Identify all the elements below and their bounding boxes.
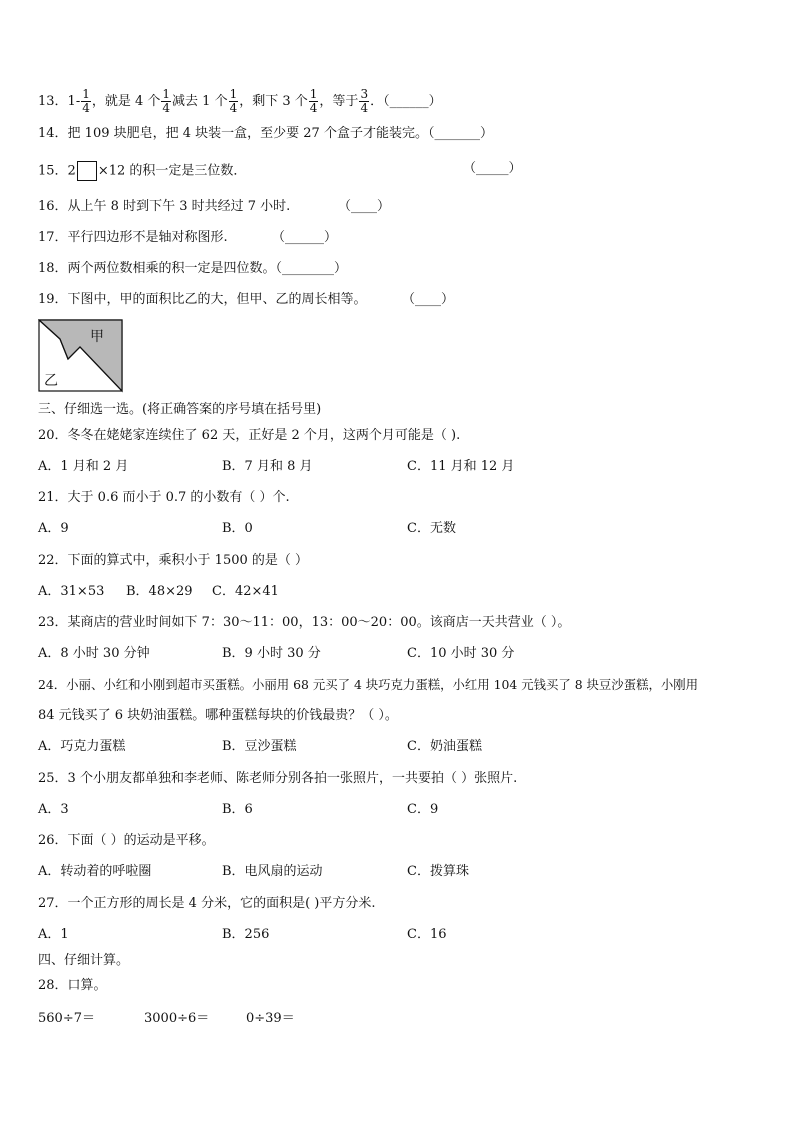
- question-24-line-2: 84 元钱买了 6 块奶油蛋糕。哪种蛋糕每块的价钱最贵？（ ）。: [38, 708, 398, 723]
- question-13: 13．1- $\frac{1}{4}$ ，就是 4 个 $\frac{1}{4}$ 减去 1 个 $\frac{1}{4}$ ，剩下 3 个 $\frac{1}{4}$ ，等于 $\frac{3}{4}$ ．（______）: [38, 87, 442, 115]
- q26-option-a[interactable]: A．转动着的呼啦圈: [38, 864, 152, 879]
- fraction: $\frac{1}{4}$: [229, 87, 238, 115]
- fraction: $\frac{3}{4}$: [360, 87, 369, 115]
- q21-option-b[interactable]: B．0: [222, 521, 253, 536]
- question-20: 20．冬冬在姥姥家连续住了 62 天，正好是 2 个月，这两个月可能是（ ).: [38, 428, 461, 443]
- question-15-blank[interactable]: （_____）: [463, 161, 522, 176]
- question-28: 28．口算。: [38, 978, 107, 993]
- q24-option-a[interactable]: A．巧克力蛋糕: [38, 739, 126, 754]
- fraction: $\frac{1}{4}$: [162, 87, 171, 115]
- question-16: 16．从上午 8 时到下午 3 时共经过 7 小时.: [38, 199, 291, 214]
- q25-option-b[interactable]: B．6: [222, 802, 253, 817]
- q24-option-b[interactable]: B．豆沙蛋糕: [222, 739, 297, 754]
- q20-option-a[interactable]: A．1 月和 2 月: [38, 459, 129, 474]
- question-25: 25．3 个小朋友都单独和李老师、陈老师分别各拍一张照片，一共要拍（ ）张照片.: [38, 771, 518, 786]
- q23-option-b[interactable]: B．9 小时 30 分: [222, 646, 321, 661]
- section-4-title: 四、仔细计算。: [38, 953, 130, 968]
- q23-option-a[interactable]: A．8 小时 30 分钟: [38, 646, 150, 661]
- area-perimeter-figure: [38, 319, 124, 393]
- label-jia: 甲: [90, 329, 104, 345]
- q23-option-c[interactable]: C．10 小时 30 分: [407, 646, 515, 661]
- question-24-line-1: 24．小丽、小红和小刚到超市买蛋糕。小丽用 68 元买了 4 块巧克力蛋糕，小红用 104 元钱买了 8 块豆沙蛋糕，小刚用: [38, 677, 699, 692]
- q21-option-a[interactable]: A．9: [38, 521, 69, 536]
- q25-option-a[interactable]: A．3: [38, 802, 69, 817]
- section-3-title: 三、仔细选一选。(将正确答案的序号填在括号里): [38, 402, 322, 417]
- question-26: 26．下面（ ）的运动是平移。: [38, 833, 215, 848]
- question-21: 21．大于 0.6 而小于 0.7 的小数有（ ）个.: [38, 490, 290, 505]
- question-27: 27．一个正方形的周长是 4 分米，它的面积是( )平方分米.: [38, 896, 376, 911]
- q24-option-c[interactable]: C．奶油蛋糕: [407, 739, 482, 754]
- calc-item-2[interactable]: 3000÷6＝: [144, 1011, 210, 1026]
- q27-option-c[interactable]: C．16: [407, 927, 447, 942]
- calc-item-3[interactable]: 0÷39＝: [246, 1011, 295, 1026]
- q20-option-c[interactable]: C．11 月和 12 月: [407, 459, 515, 474]
- fraction: $\frac{1}{4}$: [309, 87, 318, 115]
- question-22: 22．下面的算式中，乘积小于 1500 的是（ ）: [38, 553, 309, 568]
- question-14: 14．把 109 块肥皂，把 4 块装一盒，至少要 27 个盒子才能装完。（_______）: [38, 126, 493, 141]
- q27-option-b[interactable]: B．256: [222, 927, 270, 942]
- question-19: 19．下图中，甲的面积比乙的大，但甲、乙的周长相等。: [38, 292, 367, 307]
- question-16-blank[interactable]: （____）: [338, 199, 391, 214]
- q25-option-c[interactable]: C．9: [407, 802, 439, 817]
- q26-option-c[interactable]: C．拨算珠: [407, 864, 469, 879]
- q22-option-b[interactable]: B．48×29: [126, 584, 193, 599]
- question-18: 18．两个两位数相乘的积一定是四位数。（________）: [38, 261, 348, 276]
- q22-option-c[interactable]: C．42×41: [212, 584, 279, 599]
- question-17: 17．平行四边形不是轴对称图形.: [38, 230, 228, 245]
- q27-option-a[interactable]: A．1: [38, 927, 69, 942]
- question-19-blank[interactable]: （____）: [402, 292, 455, 307]
- answer-box[interactable]: [77, 161, 97, 181]
- question-17-blank[interactable]: （______）: [272, 230, 338, 245]
- q21-option-c[interactable]: C．无数: [407, 521, 456, 536]
- q22-option-a[interactable]: A．31×53: [38, 584, 105, 599]
- calc-item-1[interactable]: 560÷7＝: [38, 1011, 95, 1026]
- q20-option-b[interactable]: B．7 月和 8 月: [222, 459, 313, 474]
- fraction: $\frac{1}{4}$: [82, 87, 90, 115]
- label-yi: 乙: [44, 373, 58, 389]
- q26-option-b[interactable]: B．电风扇的运动: [222, 864, 323, 879]
- question-23: 23．某商店的营业时间如下 7：30～11：00，13：00～20：00。该商店一天共营业（ ）。: [38, 615, 571, 630]
- question-15: 15．2 ×12 的积一定是三位数．: [38, 161, 246, 181]
